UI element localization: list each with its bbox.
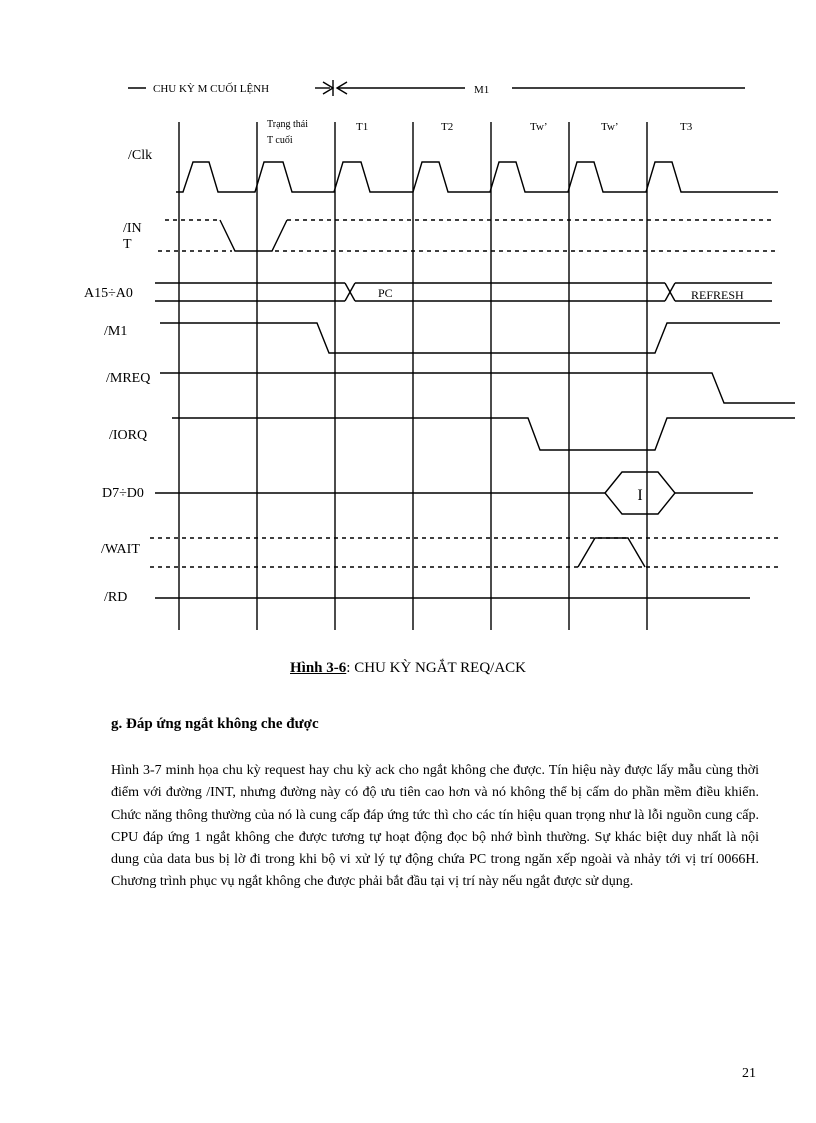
figure-caption (0, 660, 816, 677)
signal-label-mreq: /MREQ (106, 371, 151, 386)
t-state-boundaries (179, 122, 647, 630)
signal-label-iorq: /IORQ (109, 428, 148, 443)
signal-label-int-overflow: T (123, 237, 132, 252)
t-state-label: Tw’ (530, 121, 548, 133)
t-state-label: T2 (441, 121, 454, 133)
caption-separator: : (346, 660, 355, 676)
m1-waveform (160, 323, 780, 353)
state-label-line2: T cuối (267, 135, 293, 146)
t-state-label: T3 (680, 121, 693, 133)
section-heading: g. Đáp ứng ngắt không che được (111, 716, 319, 732)
iorq-waveform (172, 418, 795, 450)
m1-cycle-label: M1 (474, 84, 490, 96)
t-state-label: T1 (356, 121, 369, 133)
signal-label-address: A15÷A0 (84, 286, 133, 301)
data-bus (155, 472, 753, 514)
bus-value-data-in: I (637, 487, 643, 504)
signal-label-m1: /M1 (104, 324, 128, 339)
caption-text: CHU KỲ NGẮT REQ/ACK (354, 660, 526, 676)
signal-label-clk: /Clk (128, 148, 153, 163)
clk-waveform (176, 162, 778, 192)
signal-label-data: D7÷D0 (102, 486, 144, 501)
state-label-line1: Trạng thái (267, 119, 309, 130)
address-bus (155, 283, 772, 301)
bus-value-refresh: REFRESH (691, 288, 744, 302)
mreq-waveform (160, 373, 795, 403)
figure-number: Hình 3-6 (290, 660, 347, 676)
bus-value-pc: PC (378, 286, 393, 300)
t-state-label: Tw’ (601, 121, 619, 133)
page-number: 21 (742, 1066, 756, 1081)
signal-label-int: /IN (123, 221, 142, 236)
int-waveform (220, 220, 287, 251)
signal-label-wait: /WAIT (101, 542, 140, 557)
wait-waveform (578, 538, 645, 567)
prev-cycle-label: CHU KỲ M CUỐI LỆNH (153, 83, 270, 95)
body-paragraph: Hình 3-7 minh họa chu kỳ request hay chu kỳ ack cho ngắt không che được. Tín hiệu này được lấy mẫu cùng thời điểm với đường /INT, nhưng đường này có độ ưu tiên cao hơn và nó không thể bị cấm do phần mềm điều khiển. Chức năng thông thường của nó là cung cấp đáp ứng tức thì cho các tín hiệu quan trọng như là lỗi nguồn cung cấp. CPU đáp ứng 1 ngắt không che được tương tự hoạt động đọc bộ nhớ bình thường. Sự khác biệt duy nhất là nội dung của data bus bị lờ đi trong khi bộ vi xử lý tự động chứa PC trong ngăn xếp ngoài và nhảy tới vị trí 0066H. Chương trình phục vụ ngắt không che được phải bắt đầu tại vị trí này nếu ngắt được sử dụng. (111, 763, 759, 890)
signal-label-rd: /RD (104, 590, 128, 605)
